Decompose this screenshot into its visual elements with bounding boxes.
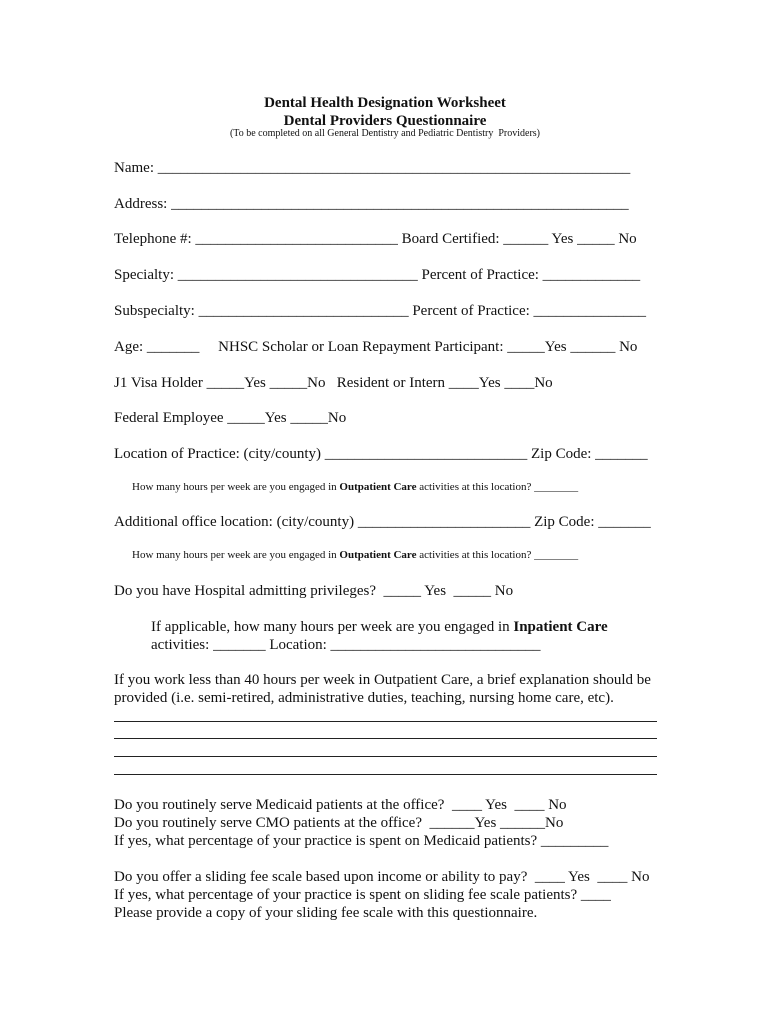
inpatient-activities-field[interactable]: activities: _______ Location: ____________________________ xyxy=(151,637,541,653)
name-field[interactable]: Name: _______________________________________________________________ xyxy=(114,160,631,176)
subspecialty-field[interactable]: Subspecialty: ____________________________ Percent of Practice: _______________ xyxy=(114,303,647,319)
additional-location-field[interactable]: Additional office location: (city/county) _______________________ Zip Code: _______ xyxy=(114,514,651,530)
sliding-fee-percentage-field[interactable]: If yes, what percentage of your practice is spent on sliding fee scale patients? ____ xyxy=(114,887,611,903)
outpatient-q2-bold: Outpatient Care xyxy=(339,549,417,561)
outpatient-hours-question-2[interactable] xyxy=(132,549,578,562)
outpatient-q1-answer: activities at this location? ________ xyxy=(416,481,579,493)
j1-visa-resident-field[interactable]: J1 Visa Holder _____Yes _____No Resident or Intern ____Yes ____No xyxy=(114,375,553,391)
form-title: Dental Health Designation Worksheet xyxy=(264,95,506,111)
inpatient-hours-question xyxy=(151,618,608,636)
outpatient-q2-text: How many hours per week are you engaged in xyxy=(132,549,340,561)
medicaid-percentage-field[interactable]: If yes, what percentage of your practice is spent on Medicaid patients? _________ xyxy=(114,833,609,849)
federal-employee-field[interactable]: Federal Employee _____Yes _____No xyxy=(114,410,347,426)
explanation-line[interactable] xyxy=(114,774,657,775)
sliding-fee-question[interactable]: Do you offer a sliding fee scale based upon income or ability to pay? ____ Yes ____ No xyxy=(114,869,650,885)
cmo-question[interactable]: Do you routinely serve CMO patients at the office? ______Yes ______No xyxy=(114,815,564,831)
sliding-fee-instruction: Please provide a copy of your sliding fee scale with this questionnaire. xyxy=(114,905,538,921)
form-subtitle: Dental Providers Questionnaire xyxy=(283,113,487,129)
specialty-field[interactable]: Specialty: ________________________________ Percent of Practice: _____________ xyxy=(114,267,641,283)
telephone-board-certified-field[interactable]: Telephone #: ___________________________ Board Certified: ______ Yes _____ No xyxy=(114,231,637,247)
explanation-line[interactable] xyxy=(114,756,657,757)
explanation-prompt-line1: If you work less than 40 hours per week in Outpatient Care, a brief explanation should be xyxy=(114,672,651,688)
inpatient-question-bold: Inpatient Care xyxy=(513,619,608,635)
outpatient-q2-answer: activities at this location? ________ xyxy=(416,549,579,561)
medicaid-question[interactable]: Do you routinely serve Medicaid patients at the office? ____ Yes ____ No xyxy=(114,797,567,813)
explanation-prompt-line2: provided (i.e. semi-retired, administrative duties, teaching, nursing home care, etc). xyxy=(114,690,614,706)
inpatient-question-text: If applicable, how many hours per week are you engaged in xyxy=(151,619,514,635)
explanation-line[interactable] xyxy=(114,738,657,739)
outpatient-q1-bold: Outpatient Care xyxy=(339,481,417,493)
address-field[interactable]: Address: _____________________________________________________________ xyxy=(114,196,629,212)
explanation-line[interactable] xyxy=(114,721,657,722)
age-nhsc-field[interactable]: Age: _______ NHSC Scholar or Loan Repayment Participant: _____Yes ______ No xyxy=(114,339,638,355)
location-of-practice-field[interactable]: Location of Practice: (city/county) ___________________________ Zip Code: _______ xyxy=(114,446,648,462)
outpatient-q1-text: How many hours per week are you engaged in xyxy=(132,481,340,493)
form-note: (To be completed on all General Dentistry and Pediatric Dentistry Providers) xyxy=(229,128,541,139)
outpatient-hours-question-1[interactable] xyxy=(132,481,578,494)
hospital-privileges-field[interactable]: Do you have Hospital admitting privileges? _____ Yes _____ No xyxy=(114,583,514,599)
